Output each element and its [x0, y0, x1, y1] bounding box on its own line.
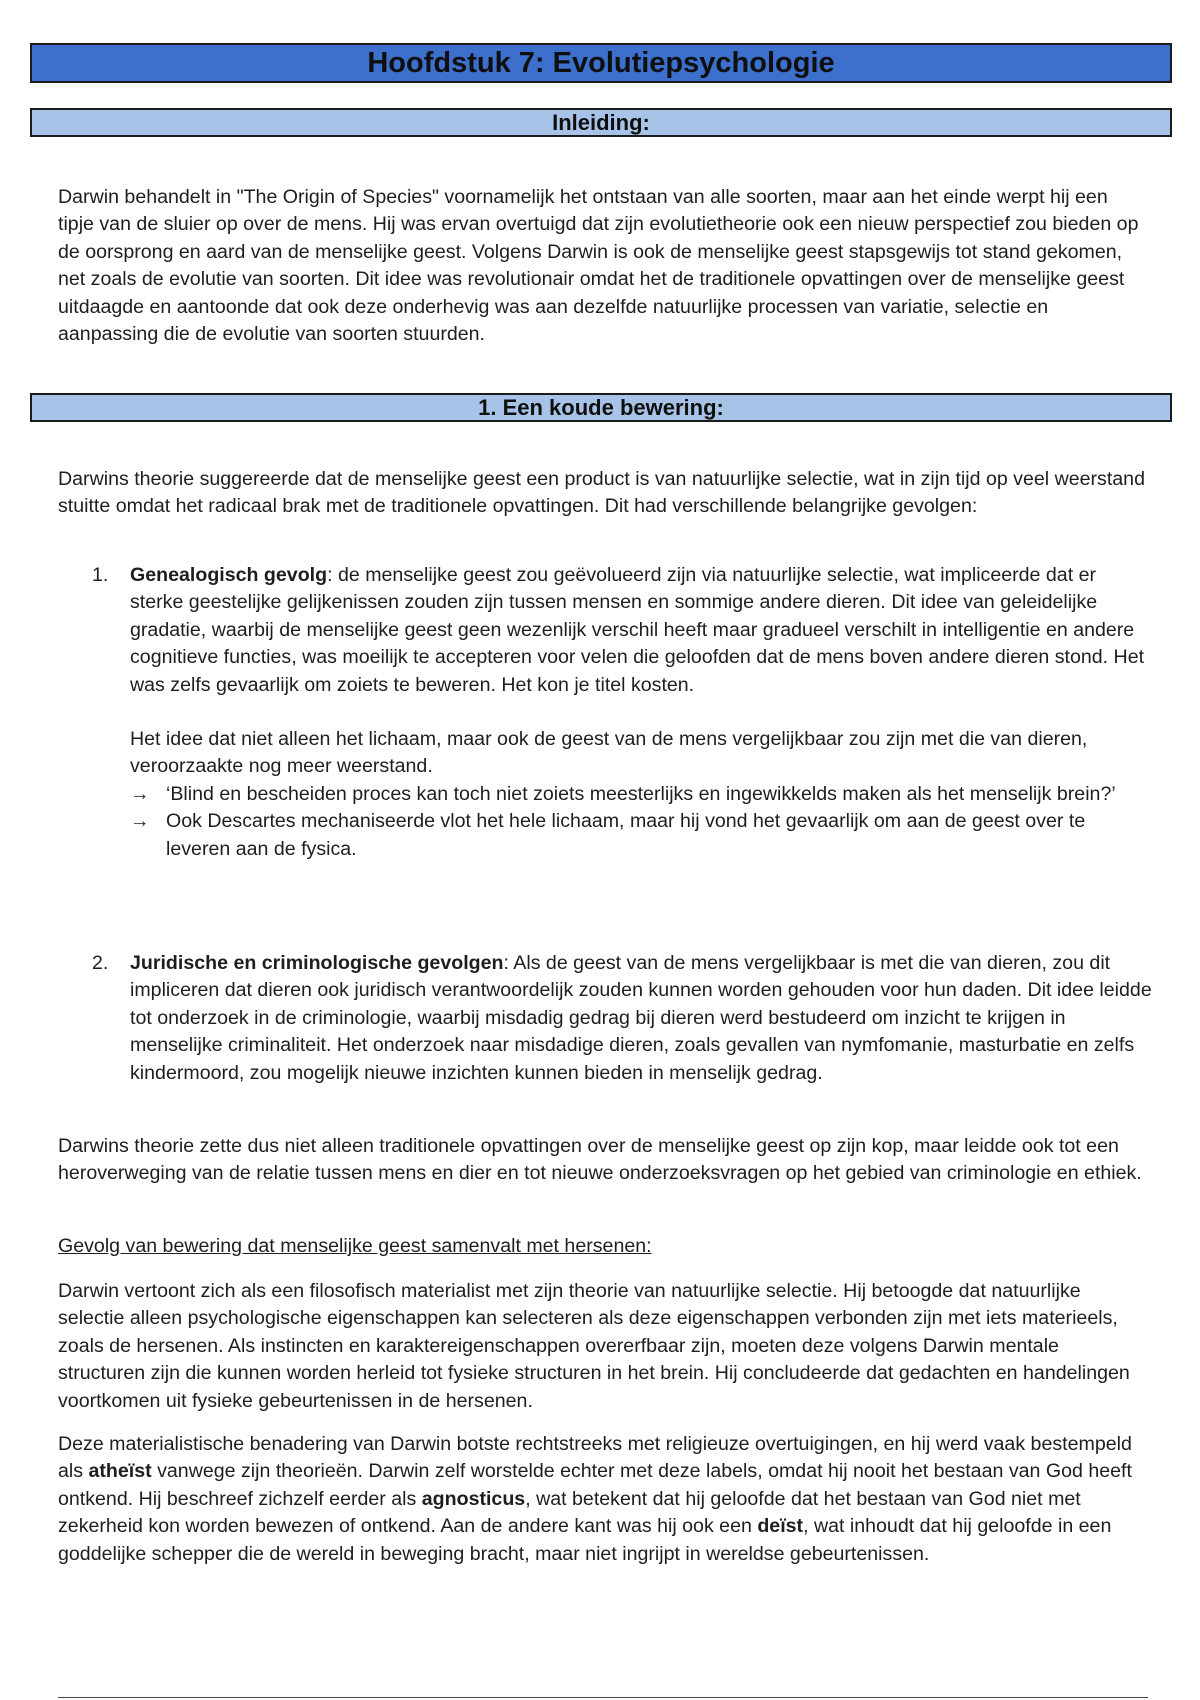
arrow-bullet-text: ‘Blind en bescheiden proces kan toch niet zoiets meesterlijks en ingewikkelds maken als het menselijk brein?’ — [166, 782, 1116, 805]
bottom-rule — [58, 1697, 1148, 1698]
term-deist: deïst — [757, 1515, 804, 1538]
list-item-genealogical — [92, 562, 1152, 863]
intro-heading: Inleiding: — [30, 108, 1172, 137]
list-item-description: : de menselijke geest zou geëvolueerd zijn via natuurlijke selectie, wat impliceerde dat er sterke geestelijke gelijkenissen zouden zijn tussen mensen en sommige andere dieren. Dit idee van geleidelijke gradatie, waarbij de menselijke geest geen wezenlijk verschil heeft maar gradueel verschilt in intelligentie en andere cognitieve functies, was moeilijk te accepteren voor velen die geloofden dat de mens boven andere dieren stond. Het was zelfs gevaarlijk om zoiets te beweren. Het kon je titel kosten. — [130, 564, 1145, 696]
chapter-title: Hoofdstuk 7: Evolutiepsychologie — [30, 43, 1172, 83]
arrow-right-icon: → — [130, 810, 150, 833]
list-item-text — [130, 562, 1152, 699]
intro-paragraph: Darwin behandelt in "The Origin of Species" voornamelijk het ontstaan van alle soorten, maar aan het einde werpt hij een tipje van de sluier op over de mens. Hij was ervan overtuigd dat zijn evolutietheorie ook een nieuw perspectief zou bieden op de oorsprong en aard van de menselijke geest. Volgens Darwin is ook de menselijke geest stapsgewijs tot stand gekomen, net zoals de evolutie van soorten. Dit idee was revolutionair omdat het de traditionele opvattingen over de menselijke geest uitdaagde en aantoonde dat ook deze onderhevig was aan dezelfde natuurlijke processen van variatie, selectie en aanpassing die de evolutie van soorten stuurden. — [58, 186, 1139, 346]
section-1-conclusion: Darwins theorie zette dus niet alleen traditionele opvattingen over de menselijke geest op zijn kop, maar leidde ook tot een heroverweging van de relatie tussen mens en dier en tot nieuwe onderzoeksvragen op het gebied van criminologie en ethiek. — [58, 1135, 1142, 1185]
religion-paragraph: Deze materialistische benadering van Darwin botste rechtstreeks met religieuze overtuigingen, en hij werd vaak bestempeld als atheïst vanwege zijn theorieën. Darwin zelf worstelde echter met deze labels, omdat hij nooit het bestaan van God heeft ontkend. Hij beschreef zichzelf eerder als agnosticus, wat betekent dat hij geloofde dat het bestaan van God niet met zekerheid kon worden bewezen of ontkend. Aan de andere kant was hij ook een deïst, wat inhoudt dat hij geloofde in een goddelijke schepper die de wereld in beweging bracht, maar niet ingrijpt in wereldse gebeurtenissen. — [58, 1433, 1132, 1565]
arrow-right-icon: → — [130, 782, 150, 805]
section-1-intro: Darwins theorie suggereerde dat de menselijke geest een product is van natuurlijke selectie, wat in zijn tijd op veel weerstand stuitte omdat het radicaal brak met de traditionele opvattingen. Dit had verschillende belangrijke gevolgen: — [58, 468, 1145, 518]
list-item-term: Genealogisch gevolg — [130, 564, 328, 586]
list-number: 2. — [92, 952, 109, 974]
term-atheist: atheïst — [88, 1460, 152, 1483]
list-item-term: Juridische en criminologische gevolgen — [130, 952, 504, 974]
list-number: 1. — [92, 564, 109, 586]
arrow-bullet-text: Ook Descartes mechaniseerde vlot het hele lichaam, maar hij vond het gevaarlijk om aan de geest over te leveren aan de fysica. — [166, 810, 1086, 860]
term-agnosticus: agnosticus — [421, 1487, 526, 1510]
arrow-bullet — [130, 781, 1152, 808]
list-item-juridical — [92, 950, 1152, 1087]
list-item-extra: Het idee dat niet alleen het lichaam, maar ook de geest van de mens vergelijkbaar zou zijn met die van dieren, veroorzaakte nog meer weerstand. — [130, 728, 1088, 778]
section-1-heading: 1. Een koude bewering: — [30, 393, 1172, 422]
arrow-bullet — [130, 808, 1152, 863]
list-item-description: : Als de geest van de mens vergelijkbaar is met die van dieren, zou dit impliceren dat dieren ook juridisch verantwoordelijk zouden kunnen worden gehouden voor hun daden. Dit idee leidde tot onderzoek in de criminologie, waarbij misdadig gedrag bij dieren werd bestudeerd om inzicht te krijgen in menselijke criminaliteit. Het onderzoek naar misdadige dieren, zoals gevallen van nymfomanie, masturbatie en zelfs kindermoord, zou mogelijk nieuwe inzichten kunnen bieden in menselijk gedrag. — [130, 952, 1152, 1084]
materialism-paragraph: Darwin vertoont zich als een filosofisch materialist met zijn theorie van natuurlijke selectie. Hij betoogde dat natuurlijke selectie alleen psychologische eigenschappen kan selecteren als deze eigenschappen verbonden zijn met iets materieels, zoals de hersenen. Als instincten en karaktereigenschappen overerfbaar zijn, moeten deze volgens Darwin mentale structuren zijn die kunnen worden herleid tot fysieke structuren in het brein. Hij concludeerde dat gedachten en handelingen voortkomen uit fysieke gebeurtenissen in de hersenen. — [58, 1280, 1130, 1412]
subheading-mind-brain: Gevolg van bewering dat menselijke geest samenvalt met hersenen: — [58, 1235, 652, 1257]
